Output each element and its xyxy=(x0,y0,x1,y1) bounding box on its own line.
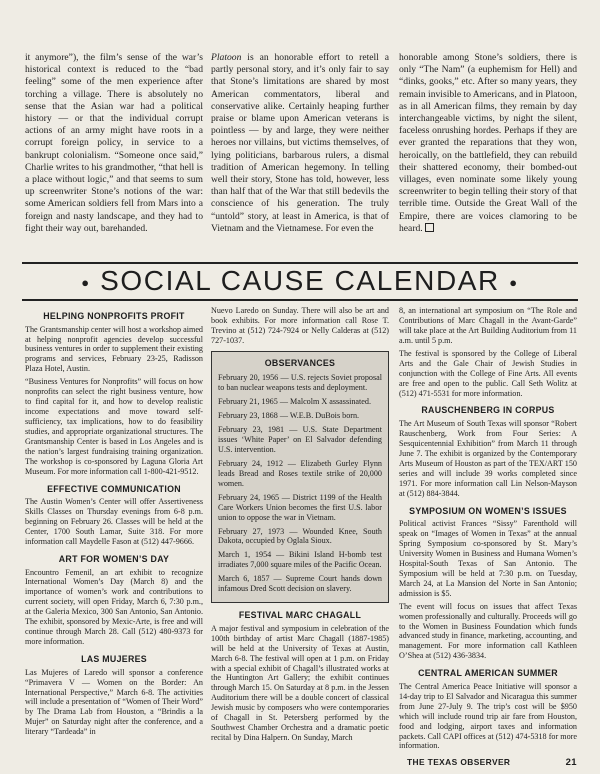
end-mark-icon xyxy=(425,223,434,232)
listing-heading: ART FOR WOMEN’S DAY xyxy=(58,553,170,564)
observances-box xyxy=(211,351,389,603)
calendar-column-2 xyxy=(211,306,389,746)
page-number: 21 xyxy=(565,757,577,768)
listing-text: The festival is sponsored by the College of Liberal Arts and the Gale Chair of Jewish Studies in conjunction with the College of Fine Arts. All events are free and open to the public. Call Seth Wolitz at (512) 471-5531 for more information. xyxy=(399,348,577,398)
calendar-column-3 xyxy=(399,306,577,754)
observance-item: February 20, 1956 — U.S. rejects Soviet proposal to ban nuclear weapons tests and deployment. xyxy=(218,373,382,393)
observances-heading: OBSERVANCES xyxy=(264,357,336,368)
listing-text: 8, an international art symposium on “The Role and Contributions of Marc Chagall in the Avant-Garde” will take place at the Art Building Auditorium from 11 a.m. until 5 p.m. xyxy=(399,306,577,345)
section-banner xyxy=(22,263,578,299)
article-paragraph: it anymore”), the film’s sense of the war’s historical context is reduced to the “bad feeling” some of the men experience after torching a village. There is absolutely no sense that the Asian war had a political history — or that the individual corrupt actions of an army might have roots in a corrupt foreign policy, in service to a bankrupt colonialism. “Someone once said,” Charlie writes to his grandmother, “that hell is a place without logic,” and that seems to sum up screenwriter Stone’s notions of the war: some American soldiers fell from Mars into a foreign and nasty landscape, and they had to fight their way out, barehanded. xyxy=(25,52,203,234)
listing-text: The Art Museum of South Texas will sponsor “Robert Rauschenberg, Work from Four Series: A Sesquicentennial Exhibition” from March 11 through June 7. The exhibit is organized by the Contemporary Arts Museum of Houston as part of the TEX/ART 150 series and will include 39 works completed since 1971. For more information call Lin Nelson-Mayson at (512) 884-3844. xyxy=(399,419,577,498)
article-column-1 xyxy=(25,52,203,235)
listing-heading: FESTIVAL MARC CHAGALL xyxy=(238,610,362,621)
listing-heading: RAUSCHENBERG IN CORPUS xyxy=(421,405,555,416)
listing-text: Encountro Femenil, an art exhibit to recognize International Women’s Day (March 8) and the importance of women’s work and contributions to current society, will open Friday, March 6, 7:30 p.m., at the Galeria Mexico, 300 San Antonio, San Antonio. The exhibit, sponsored by Mexic-Arte, is free and will continue through March 28. Call (512) 480-9373 for more information. xyxy=(25,567,203,647)
banner-bottom-rule xyxy=(22,299,578,301)
listing-heading: EFFECTIVE COMMUNICATION xyxy=(47,483,181,494)
article-text: is an honorable effort to retell a partly personal story, and it’s only fair to say that Stone’s limitations are shared by most American commentators, liberal and conservative alike. Certainly heaping further praise or blame upon American veterans is pointless — by and large, they were neither heroes nor villains, but victims themselves, of lying politicians, barbarous rulers, a dismal tradition of American hegemony. In telling well their story, Stone has told, however, less than half that of the War that still bedevils the conscience of his generation. The truly “untold” story, at least in America, is that of Vietnam and the Vietnamese. For even the xyxy=(211,52,389,234)
section-title: SOCIAL CAUSE CALENDAR xyxy=(100,265,500,296)
listing-heading: SYMPOSIUM ON WOMEN’S ISSUES xyxy=(409,505,567,516)
observance-item: February 23, 1868 — W.E.B. DuBois born. xyxy=(218,411,360,421)
observance-item: February 23, 1981 — U.S. State Department issues ‘White Paper’ on El Salvador defending U.S. intervention. xyxy=(218,425,382,454)
observance-item: February 27, 1973 — Wounded Knee, South Dakota, occupied by Oglala Sioux. xyxy=(218,526,382,546)
observance-item: February 21, 1965 — Malcolm X assassinated. xyxy=(218,397,371,407)
listing-heading: LAS MUJERES xyxy=(81,654,147,665)
listing-text: Political activist Frances “Sissy” Farenthold will speak on “Images of Women in Texas” at the annual Spring Symposium co-sponsored by St. Mary’s University Women in Business and Humana Women’s Hospital-South Texas of San Antonio. The Symposium will be held at 7:30 p.m. on Tuesday, March 24, at La Mansion del Norte in San Antonio; admission is $5. xyxy=(399,519,577,598)
observance-item: February 24, 1965 — District 1199 of the Health Care Workers Union becomes the first U.S. labor union to oppose the war in Vietnam. xyxy=(218,492,382,522)
observance-item: February 24, 1912 — Elizabeth Gurley Flynn leads Bread and Roses textile strike of 20,000 women. xyxy=(218,458,382,488)
article-paragraph xyxy=(399,52,577,235)
bullet-icon: ● xyxy=(509,275,519,290)
listing-text: The Austin Women’s Center will offer Assertiveness Skills Classes on Thursday evenings from 6-8 p.m. beginning on February 26. Classes will be held at the Center, 1700 South Lamar, Suite 318. For more information call Maydelle Fason at (512) 447-9666. xyxy=(25,497,203,546)
calendar-column-1 xyxy=(25,304,203,740)
publication-name: THE TEXAS OBSERVER xyxy=(407,757,511,767)
observance-item: March 6, 1857 — Supreme Court hands down infamous Dred Scott decision on slavery. xyxy=(218,574,382,594)
article-column-2 xyxy=(211,52,389,235)
page-footer xyxy=(407,757,577,767)
listing-text: Nuevo Laredo on Sunday. There will also be art and book exhibits. For more information call Rose T. Trevino at (512) 724-7924 or Nelly Calderas at (512) 727-1037. xyxy=(211,306,389,345)
observance-item: March 1, 1954 — Bikini Island H-bomb test irradiates 7,000 square miles of the Pacific Ocean. xyxy=(218,550,382,570)
listing-heading: CENTRAL AMERICAN SUMMER xyxy=(418,668,558,679)
listing-heading: HELPING NONPROFITS PROFIT xyxy=(43,311,185,321)
listing-text: “Business Ventures for Nonprofits” will focus on how nonprofits can select the right business venture, how to find capital for it, and how to develop realistic income expectations and move toward self-sufficiency, tax implications, how to do feasibility studies, and appropriate organizational structures. The Grantsmanship Center is based in Los Angeles and is the nation’s largest fundraising training organization. The workshop is co-sponsored by Laguna Gloria Art Museum. For more information call 1-800-421-9512. xyxy=(25,377,203,476)
film-title: Platoon xyxy=(211,52,242,63)
listing-text: Las Mujeres of Laredo will sponsor a conference “Primavera V — Women on the Border: An International Perspective,” March 6-8. The activities will include a presentation of “Women of Their Word” by The Drama Lab from Houston, a “Brindis a la Mujer” on Saturday night after the conference, and a literary “Tardeada” in xyxy=(25,667,203,737)
article-column-3 xyxy=(399,52,577,235)
bullet-icon: ● xyxy=(81,275,91,290)
listing-text: A major festival and symposium in celebration of the 100th birthday of artist Marc Chagall (1887-1985) will be held at the University of Texas at Austin, March 6-8. The festival will open at 1 p.m. on Friday with a special exhibit of Chagall’s illustrated works at the Huntington Art Gallery; the exhibit continues through March 15. On Saturday at 8 p.m. in the Jessen Auditorium there will be a double concert of classical Jewish music by composers who were contemporaries of Chagall in St. Petersberg performed by the Southwest Chamber Orchestra and a dramatic poetic recital by Dina Halpern. On Sunday, March xyxy=(211,623,389,743)
article-text: honorable among Stone’s soldiers, there is only “The Nam” (a euphemism for Hell) and “dinks, gooks,” etc. After so many years, they remain invisible to Americans, and in Platoon, as in all American films, they remain by day interchangeable victims, by night the silent, faceless onrushing hordes. Perhaps if they are ever granted the reparations that they won, heroically, on the battlefield, they can rebuild their shattered economy, their bombed-out villages, even nominate some likely young screenwriter to begin telling their story of that terrible time. Outside the Great Wall of the Empire, there are voices clamoring to be heard. xyxy=(399,52,577,234)
article-paragraph xyxy=(211,52,389,235)
listing-text: The Central America Peace Initiative will sponsor a 14-day trip to El Salvador and Nicaragua this summer from June 27-July 9. The trip’s cost will be $950 which will include round trip air fare from Houston, food and lodging, airport taxes and information packets. Call CAPI offices at (512) 474-5318 for more information. xyxy=(399,681,577,751)
listing-text: The Grantsmanship center will host a workshop aimed at helping nonprofit agencies develop successful business ventures in order to supplement their existing programs and services, February 23-25, Radisson Plaza Hotel, Austin. xyxy=(25,324,203,374)
listing-text: The event will focus on issues that affect Texas women professionally and culturally. Proceeds will go to the Women in Business Foundation which funds advanced study in finance, marketing, accounting, and management. For more information call Kathleen O’Shea at (512) 436-3834. xyxy=(399,601,577,661)
